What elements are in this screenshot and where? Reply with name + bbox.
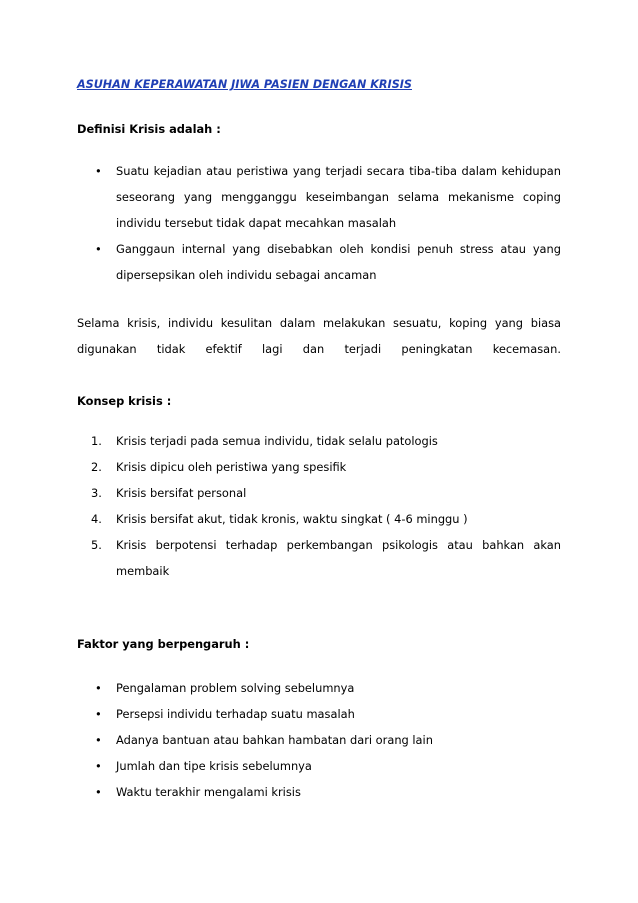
definisi-list bbox=[77, 158, 561, 288]
number-marker: 2. bbox=[91, 460, 102, 474]
list-item bbox=[77, 779, 561, 805]
list-item-text: Persepsi individu terhadap suatu masalah bbox=[116, 707, 355, 721]
list-item bbox=[77, 428, 561, 454]
list-item bbox=[77, 753, 561, 779]
list-item bbox=[77, 727, 561, 753]
definisi-heading: Definisi Krisis adalah : bbox=[77, 122, 221, 136]
list-item-text: Krisis berpotensi terhadap perkembangan psikologis atau bahkan akan membaik bbox=[116, 538, 561, 578]
list-item-text: Jumlah dan tipe krisis sebelumnya bbox=[116, 759, 312, 773]
list-item bbox=[77, 158, 561, 236]
body-paragraph: Selama krisis, individu kesulitan dalam melakukan sesuatu, koping yang biasa digunakan tidak efektif lagi dan terjadi peningkatan kecemasan. bbox=[77, 316, 561, 356]
list-item bbox=[77, 236, 561, 288]
document-title: ASUHAN KEPERAWATAN JIWA PASIEN DENGAN KRISIS bbox=[77, 78, 412, 91]
number-marker: 1. bbox=[91, 434, 102, 448]
bullet-marker: • bbox=[95, 759, 102, 773]
list-item bbox=[77, 532, 561, 584]
list-item-text: Pengalaman problem solving sebelumnya bbox=[116, 681, 355, 695]
bullet-marker: • bbox=[95, 707, 102, 721]
number-marker: 5. bbox=[91, 538, 102, 552]
list-item-text: Krisis bersifat akut, tidak kronis, waktu singkat ( 4-6 minggu ) bbox=[116, 512, 468, 526]
list-item-text: Krisis bersifat personal bbox=[116, 486, 247, 500]
list-item-text: Adanya bantuan atau bahkan hambatan dari orang lain bbox=[116, 733, 433, 747]
list-item-text: Waktu terakhir mengalami krisis bbox=[116, 785, 301, 799]
bullet-marker: • bbox=[95, 242, 102, 256]
konsep-heading: Konsep krisis : bbox=[77, 394, 172, 408]
list-item bbox=[77, 701, 561, 727]
bullet-marker: • bbox=[95, 785, 102, 799]
bullet-marker: • bbox=[95, 681, 102, 695]
list-item bbox=[77, 480, 561, 506]
bullet-marker: • bbox=[95, 733, 102, 747]
number-marker: 4. bbox=[91, 512, 102, 526]
list-item-text: Ganggaun internal yang disebabkan oleh kondisi penuh stress atau yang dipersepsikan oleh individu sebagai ancaman bbox=[116, 242, 561, 282]
number-marker: 3. bbox=[91, 486, 102, 500]
list-item bbox=[77, 675, 561, 701]
list-item bbox=[77, 506, 561, 532]
faktor-heading: Faktor yang berpengaruh : bbox=[77, 637, 250, 651]
list-item-text: Suatu kejadian atau peristiwa yang terjadi secara tiba-tiba dalam kehidupan seseorang yang mengganggu keseimbangan selama mekanisme coping individu tersebut tidak dapat mecahkan masalah bbox=[116, 164, 561, 230]
bullet-marker: • bbox=[95, 164, 102, 178]
list-item-text: Krisis terjadi pada semua individu, tidak selalu patologis bbox=[116, 434, 438, 448]
list-item-text: Krisis dipicu oleh peristiwa yang spesifik bbox=[116, 460, 347, 474]
faktor-list bbox=[77, 675, 561, 805]
konsep-list bbox=[77, 428, 561, 584]
list-item bbox=[77, 454, 561, 480]
